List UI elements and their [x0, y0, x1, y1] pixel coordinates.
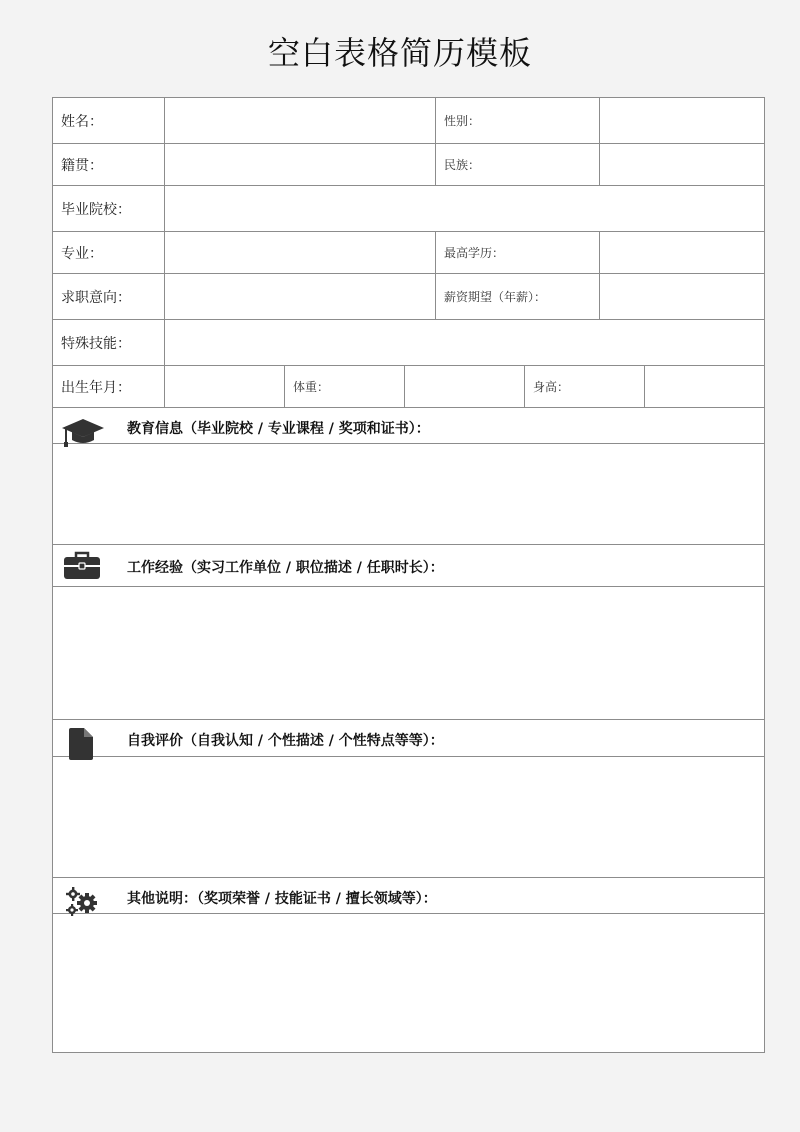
school-field[interactable]	[165, 186, 764, 231]
skills-label: 特殊技能：	[61, 335, 131, 352]
major-label-cell	[53, 232, 165, 273]
education-section-header	[53, 408, 764, 444]
row-school	[53, 186, 764, 232]
self-evaluation-section-title: 自我评价（自我认知 / 个性描述 / 个性特点等等）：	[127, 733, 444, 749]
ethnicity-label-cell	[436, 144, 600, 185]
skills-label-cell	[53, 320, 165, 365]
gender-label-cell	[436, 98, 600, 143]
education-field[interactable]	[600, 232, 764, 273]
major-label: 专业：	[61, 245, 103, 262]
salary-field[interactable]	[600, 274, 764, 319]
work-section-title: 工作经验（实习工作单位 / 职位描述 / 任职时长）：	[127, 560, 444, 576]
name-label: 姓名：	[61, 113, 103, 130]
page-title: 空白表格简历模板	[267, 34, 532, 72]
education-label: 最高学历：	[444, 246, 505, 260]
school-label-cell	[53, 186, 165, 231]
other-section-title: 其他说明：（奖项荣誉 / 技能证书 / 擅长领域等）：	[127, 891, 437, 907]
education-content-area[interactable]	[53, 444, 764, 545]
education-section-title: 教育信息（毕业院校 / 专业课程 / 奖项和证书）：	[127, 421, 430, 437]
row-birth-weight-height	[53, 366, 764, 408]
name-field[interactable]	[165, 98, 436, 143]
education-label-cell	[436, 232, 600, 273]
other-content-area[interactable]	[53, 914, 764, 1052]
weight-field[interactable]	[405, 366, 525, 407]
birth-label: 出生年月：	[61, 379, 131, 396]
self-evaluation-section-header	[53, 720, 764, 757]
height-field[interactable]	[645, 366, 764, 407]
birth-field[interactable]	[165, 366, 285, 407]
row-name-gender	[53, 98, 764, 144]
weight-label: 体重：	[293, 380, 330, 394]
birth-label-cell	[53, 366, 165, 407]
height-label: 身高：	[533, 380, 570, 394]
native-label-cell	[53, 144, 165, 185]
weight-label-cell	[285, 366, 405, 407]
work-content-area[interactable]	[53, 587, 764, 720]
intent-label-cell	[53, 274, 165, 319]
briefcase-icon	[63, 551, 101, 581]
resume-table	[52, 97, 765, 1053]
height-label-cell	[525, 366, 645, 407]
salary-label-cell	[436, 274, 600, 319]
ethnicity-label: 民族：	[444, 158, 481, 172]
document-icon	[68, 727, 94, 761]
self-evaluation-content-area[interactable]	[53, 757, 764, 878]
gender-label: 性别：	[444, 114, 481, 128]
name-label-cell	[53, 98, 165, 143]
skills-field[interactable]	[165, 320, 764, 365]
major-field[interactable]	[165, 232, 436, 273]
salary-label: 薪资期望（年薪）：	[444, 290, 547, 304]
row-native-ethnicity	[53, 144, 764, 186]
row-major-education	[53, 232, 764, 274]
job-intent-label: 求职意向：	[61, 289, 131, 306]
row-skills	[53, 320, 764, 366]
native-place-label: 籍贯：	[61, 157, 103, 174]
school-label: 毕业院校：	[61, 201, 131, 218]
gender-field[interactable]	[600, 98, 764, 143]
other-section-header	[53, 878, 764, 914]
native-place-field[interactable]	[165, 144, 436, 185]
job-intent-field[interactable]	[165, 274, 436, 319]
work-section-header	[53, 545, 764, 587]
row-intent-salary	[53, 274, 764, 320]
ethnicity-field[interactable]	[600, 144, 764, 185]
gears-icon	[65, 886, 99, 916]
